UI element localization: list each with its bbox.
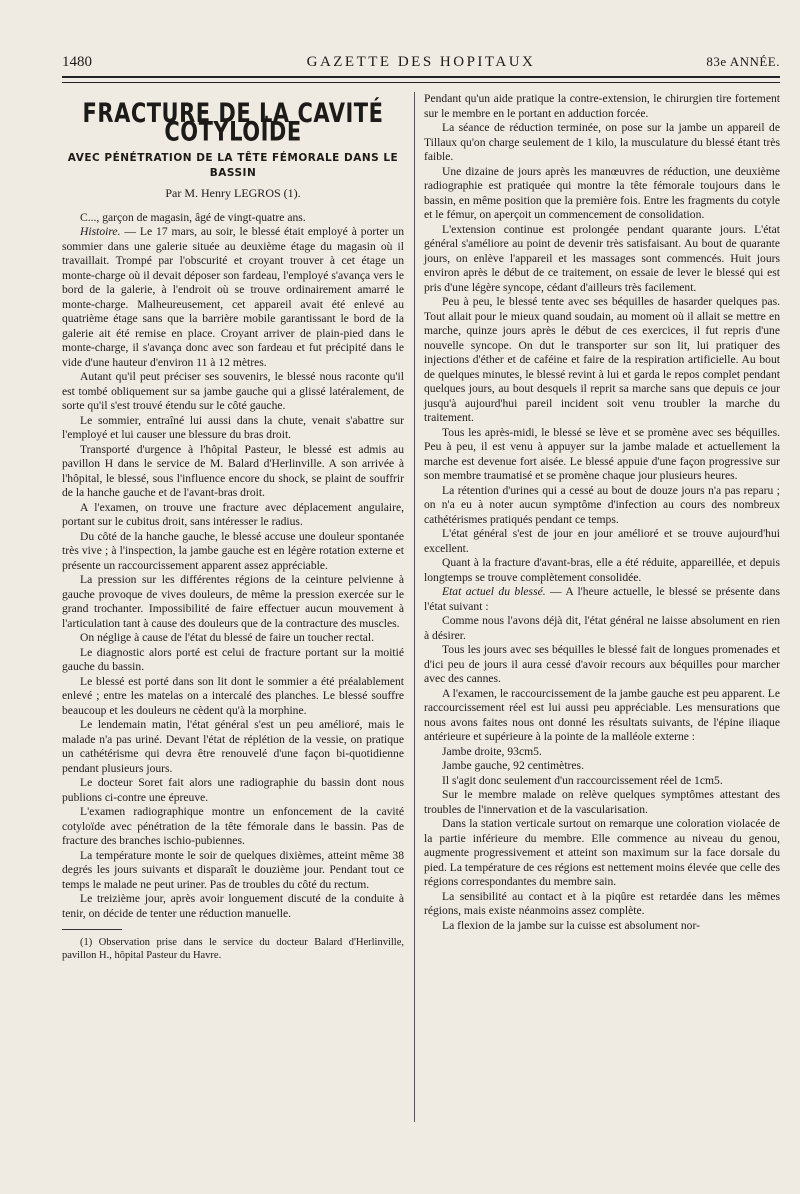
paragraph: On néglige à cause de l'état du blessé de faire un toucher rectal. (80, 631, 375, 644)
paragraph: Il s'agit donc seulement d'un raccourcissement réel de 1cm5. (442, 773, 723, 787)
running-header (62, 52, 780, 76)
paragraph: Tous les jours avec ses béquilles le blessé fait de longues promenades et d'ici peu de jours il aura cessé d'avoir recours aux béquilles pour marcher avec des cannes. (424, 643, 780, 685)
paragraph: Dans la station verticale surtout on remarque une coloration violacée de la partie inférieure du membre. Elle commence au niveau du genou, augmente progressivement et atteint son maximum sur la face dorsale du pied. La température de ces régions est nettement moins élevée que celle des régions correspondantes du membre sain. (424, 817, 780, 888)
paragraph: C..., garçon de magasin, âgé de vingt-quatre ans. (80, 210, 306, 224)
page-number: 1480 (62, 54, 92, 70)
paragraph: Comme nous l'avons déjà dit, l'état général ne laisse absolument en rien à désirer. (424, 614, 780, 642)
right-column (424, 92, 780, 933)
paragraph: Le docteur Soret fait alors une radiographie du bassin dont nous publions ci-contre une épreuve. (62, 776, 404, 804)
footnote-rule (62, 929, 122, 930)
paragraph: Le treizième jour, après avoir longuement discuté de la conduite à tenir, on décide de tenter une réduction manuelle. (62, 892, 404, 920)
paragraph: Jambe droite, 93cm5. (442, 744, 542, 758)
paragraph: La flexion de la jambe sur la cuisse est absolument nor- (442, 918, 700, 932)
volume-year: 83e ANNÉE. (706, 54, 780, 69)
paragraph: Tous les après-midi, le blessé se lève et se promène avec ses béquilles. Peu à peu, il est venu à appuyer sur la jambe malade et actuellement la marche est devenue fort aisée. Le blessé appuie d'une façon progressive sur son membre traumatisé et se promène chaque jour plusieurs heures. (424, 425, 780, 482)
paragraph: La rétention d'urines qui a cessé au bout de douze jours n'a pas reparu ; on n'a eu à noter aucun symptôme d'infection au cours des nombreux cathétérismes pratiqués pendant ce temps. (424, 483, 780, 526)
paragraph: Autant qu'il peut préciser ses souvenirs, le blessé nous raconte qu'il est tombé obliquement sur sa jambe gauche qui a glissé latéralement, de sorte qu'il s'est trouvé étendu sur le côté gauche. (62, 370, 404, 412)
paragraph: La température monte le soir de quelques dixièmes, atteint même 38 degrés les jours suivants et disparaît le douzième jour. Pendant tout ce temps le malade ne peut uriner. Pas de troubles du côté du rectum. (62, 848, 404, 891)
paragraph: L'examen radiographique montre un enfoncement de la cavité cotyloïde avec pénétration de la tête fémorale dans le bassin. Pas de fracture des branches ischio-pubiennes. (62, 805, 404, 847)
article-author: Par M. Henry LEGROS (1). (165, 186, 301, 200)
paragraph: A l'examen, on trouve une fracture avec déplacement angulaire, portant sur le cubitus droit, sans intéresser le radius. (62, 500, 404, 528)
journal-title: GAZETTE DES HOPITAUX (306, 54, 536, 70)
paragraph: Pendant qu'un aide pratique la contre-extension, le chirurgien tire fortement sur le membre en le portant en adduction forcée. (424, 92, 780, 120)
paragraph: Histoire. — Le 17 mars, au soir, le blessé était employé à porter un sommier dans une galerie située au deuxième étage du magasin où il travaillait. Trompé par l'obscurité et croyant trouver à cet étage un monte-charge où il devait déposer son fardeau, l'employé s'avança vers le bord de la galerie, à l'endroit où se trouve ordinairement amarré le monte-charge. Malheureusement, cet appareil avait été enlevé au quatrième étage sans que la barrière mobile garantissant le bord de la galerie ait été remise en place. Croyant arriver de plain-pied dans le monte-charge, il s'avança donc avec son fardeau et fut précipité dans le vide d'une hauteur d'environ 11 à 12 mètres. (62, 225, 404, 369)
paragraph: La sensibilité au contact et à la piqûre est retardée dans les mêmes régions, mais existe néanmoins assez complète. (424, 889, 780, 917)
paragraph: L'extension continue est prolongée pendant quarante jours. L'état général s'améliore au point de devenir très satisfaisant. Au bout de quarante jours, on enlève l'appareil et les massages sont commencés. Huit jours environ après le début de ce traitement, on essaie de lever le blessé qui est pris d'une légère syncope, cédant d'ailleurs très facilement. (424, 222, 780, 294)
paragraph: Etat actuel du blessé. — A l'heure actuelle, le blessé se présente dans l'état suivant : (424, 585, 780, 613)
paragraph: La séance de réduction terminée, on pose sur la jambe un appareil de Tillaux qu'on charge seulement de 1 kilo, la musculature du blessé étant très faible. (424, 121, 780, 163)
paragraph: A l'examen, le raccourcissement de la jambe gauche est peu apparent. Le raccourcissement réel est lui aussi peu appréciable. Les mensurations que nous avons faites nous ont donné les résultats suivants, de l'épine iliaque antérieure et supérieure à la pointe de la malléole externe : (424, 686, 780, 743)
paragraph: L'état général s'est de jour en jour amélioré et se trouve aujourd'hui excellent. (424, 527, 780, 555)
paragraph: La pression sur les différentes régions de la ceinture pelvienne à gauche provoque de vives douleurs, de même la pression exercée sur le grand trochanter. Impossibilité de faire effectuer aucun mouvement à l'articulation tant à cause des douleurs que de la contracture des muscles. (62, 573, 404, 630)
section-label: Histoire. (80, 225, 121, 238)
footnote: (1) Observation prise dans le service du docteur Balard d'Herlinville, pavillon H., hôpital Pasteur du Havre. (62, 937, 404, 961)
column-divider (414, 92, 415, 1122)
paragraph: Quant à la fracture d'avant-bras, elle a été réduite, appareillée, et depuis longtemps se trouve complètement consolidée. (424, 556, 780, 584)
section-label: Etat actuel du blessé. (442, 585, 546, 598)
paragraph: Le blessé est porté dans son lit dont le sommier a été préalablement enlevé ; entre les matelas on a intercalé des planches. Le blessé souffre beaucoup et les douleurs ne cèdent qu'à la morphine. (62, 674, 404, 717)
header-rule (62, 76, 780, 83)
paragraph: Transporté d'urgence à l'hôpital Pasteur, le blessé est admis au pavillon H dans le service de M. Balard d'Herlinville. A son arrivée à l'hôpital, le blessé, sous l'influence encore du shock, se plaint de souffrir de la hanche gauche et de l'avant-bras droit. (62, 442, 404, 499)
paragraph: Une dizaine de jours après les manœuvres de réduction, une deuxième radiographie est pratiquée qui montre la tête fémorale toujours dans le bassin, en même position que la première fois. Entre les fragments du cotyle et le fémur, on aperçoit un commencement de consolidation. (424, 164, 780, 221)
article-title: FRACTURE DE LA CAVITÉ COTYLOÏDE (82, 98, 384, 147)
left-column (62, 92, 404, 962)
paragraph: Sur le membre malade on relève quelques symptômes attestant des troubles de l'innervation et de la vascularisation. (424, 788, 780, 816)
paragraph: Jambe gauche, 92 centimètres. (442, 759, 584, 772)
paragraph: Le sommier, entraîné lui aussi dans la chute, venait s'abattre sur l'employé et lui causer une blessure du bras droit. (62, 413, 404, 441)
paragraph: Le diagnostic alors porté est celui de fracture portant sur la moitié gauche du bassin. (62, 645, 404, 673)
article-subtitle: AVEC PÉNÉTRATION DE LA TÊTE FÉMORALE DANS LE BASSIN (67, 152, 399, 179)
paragraph: Peu à peu, le blessé tente avec ses béquilles de hasarder quelques pas. Tout allait pour le mieux quand soudain, au moment où il allait se mettre en marche, quinze jours après le début de ces exercices, il fut repris d'une nouvelle syncope. On dut le transporter sur son lit, lui pratiquer des injections d'éther et de caféine et faire de la respiration artificielle. Au bout de quelques minutes, le blessé revint à lui et garda le repos complet pendant quelques jours, au bout desquels il reprit sa marche sans que depuis ce jour jusqu'à aujourd'hui pareil incident soit venu troubler la marche du traitement. (424, 295, 780, 424)
paragraph: Du côté de la hanche gauche, le blessé accuse une douleur spontanée très vive ; à l'inspection, la jambe gauche est en légère rotation externe et présente un raccourcissement apparent assez appréciable. (62, 529, 404, 572)
paragraph: Le lendemain matin, l'état général s'est un peu amélioré, mais le malade n'a pas uriné. Devant l'état de réplétion de la vessie, on pratique un cathétérisme qui devra être renouvelé d'une façon bi-quotidienne pendant plusieurs jours. (62, 718, 404, 775)
